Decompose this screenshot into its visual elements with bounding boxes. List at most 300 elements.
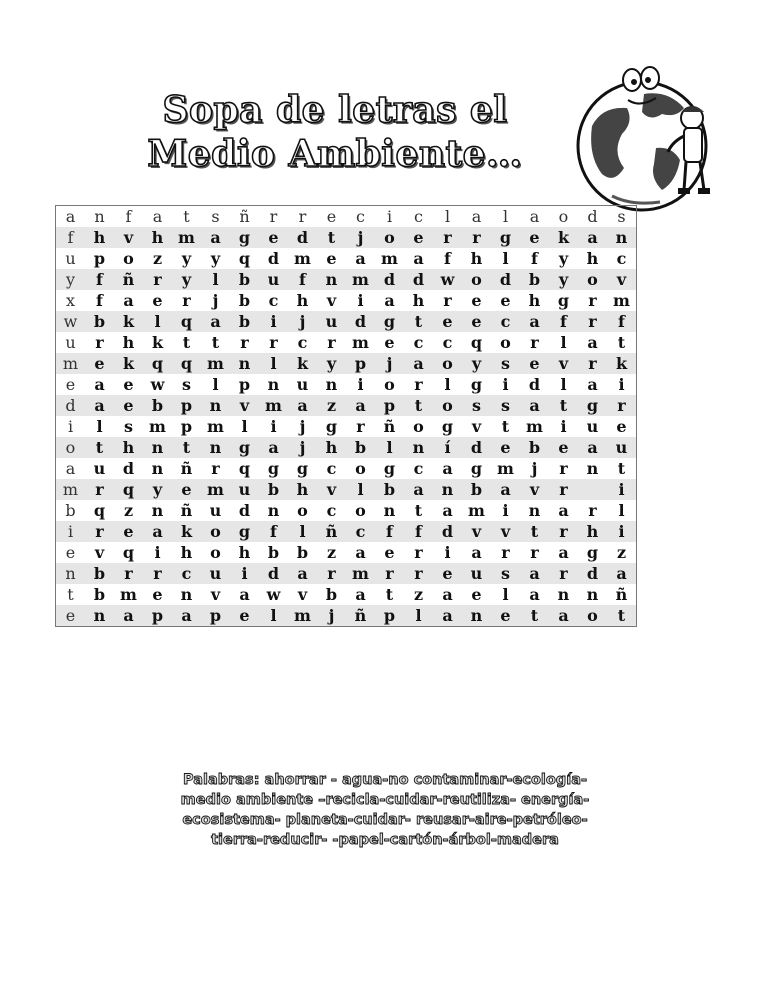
grid-cell: n <box>151 459 164 478</box>
grid-cell: n <box>267 501 280 520</box>
grid-cell: a <box>172 605 201 627</box>
grid-cell: v <box>471 417 482 436</box>
grid-cell: d <box>122 459 135 478</box>
grid-cell: b <box>230 269 259 290</box>
grid-cell <box>578 479 607 500</box>
grid-cell: e <box>259 227 288 248</box>
grid-cell: c <box>413 459 424 478</box>
grid-cell: s <box>181 375 191 394</box>
grid-cell: a <box>288 563 317 584</box>
grid-cell: l <box>560 375 567 394</box>
grid-cell: v <box>491 521 520 542</box>
grid-cell: m <box>201 353 230 374</box>
grid-cell: i <box>444 543 451 562</box>
grid-cell: h <box>528 291 541 310</box>
grid-cell: h <box>470 249 483 268</box>
grid-cell: m <box>346 563 375 584</box>
grid-cell: n <box>56 563 86 584</box>
grid-cell: r <box>240 333 249 352</box>
grid-cell: b <box>520 437 549 458</box>
grid-cell: e <box>549 437 578 458</box>
grid-cell: v <box>94 543 105 562</box>
grid-cell: t <box>520 521 549 542</box>
grid-cell: e <box>616 417 627 436</box>
grid-cell: r <box>588 291 597 310</box>
grid-cell: r <box>578 311 607 332</box>
grid-cell: e <box>65 375 76 394</box>
grid-row <box>56 500 637 521</box>
grid-cell: e <box>384 543 395 562</box>
grid-cell: a <box>491 479 520 500</box>
grid-cell: ñ <box>114 269 143 290</box>
grid-cell: n <box>201 437 230 458</box>
grid-cell: y <box>56 269 86 290</box>
grid-cell: ñ <box>180 501 193 520</box>
grid-cell: e <box>384 333 395 352</box>
grid-row <box>56 437 637 458</box>
grid-cell: t <box>404 395 433 416</box>
grid-cell: h <box>586 249 599 268</box>
grid-cell: t <box>617 333 626 352</box>
grid-cell: b <box>462 479 491 500</box>
grid-cell: i <box>67 417 74 436</box>
grid-cell: l <box>404 605 433 627</box>
grid-cell: e <box>462 311 491 332</box>
grid-cell: a <box>549 605 578 627</box>
grid-cell: e <box>520 353 549 374</box>
grid-cell: e <box>85 353 114 374</box>
grid-cell: e <box>114 521 143 542</box>
grid-cell: m <box>497 459 514 478</box>
grid-cell: h <box>143 227 172 248</box>
grid-cell: e <box>152 291 163 310</box>
grid-cell: w <box>56 311 86 332</box>
grid-cell: g <box>470 459 483 478</box>
word-list-line-4: tierra-reducir- -papel-cartón-árbol-madera <box>211 832 559 848</box>
grid-cell: y <box>143 479 172 500</box>
grid-cell: c <box>172 563 201 584</box>
grid-cell: r <box>404 563 433 584</box>
grid-cell: t <box>172 437 201 458</box>
grid-cell: b <box>375 479 404 500</box>
grid-cell: c <box>413 333 424 352</box>
grid-cell: q <box>172 311 201 332</box>
grid-row <box>56 290 637 311</box>
grid-cell: m <box>149 417 166 436</box>
grid-cell: a <box>355 249 366 268</box>
grid-cell: p <box>375 395 404 416</box>
grid-cell: m <box>613 291 630 310</box>
grid-cell: b <box>325 585 338 604</box>
grid-cell: t <box>414 501 423 520</box>
grid-cell: d <box>578 563 607 584</box>
grid-cell: p <box>172 395 201 416</box>
grid-cell: q <box>238 249 251 268</box>
grid-cell: r <box>530 543 539 562</box>
grid-cell: r <box>211 459 220 478</box>
grid-cell: h <box>238 543 251 562</box>
grid-cell: u <box>230 479 259 500</box>
grid-cell: r <box>317 563 346 584</box>
grid-cell: g <box>230 437 259 458</box>
grid-cell: a <box>529 207 540 226</box>
grid-cell: a <box>558 501 569 520</box>
grid-cell: i <box>607 521 637 542</box>
grid-cell: a <box>114 605 143 627</box>
grid-cell: v <box>210 585 221 604</box>
grid-row <box>56 395 637 416</box>
grid-cell: k <box>114 311 143 332</box>
grid-cell: r <box>182 291 191 310</box>
grid-cell: ñ <box>239 207 250 226</box>
grid-cell: d <box>433 521 462 542</box>
grid-cell: r <box>143 269 172 290</box>
grid-cell: j <box>531 459 538 478</box>
grid-cell: g <box>578 395 607 416</box>
grid-cell: t <box>182 333 191 352</box>
grid-cell: r <box>414 543 423 562</box>
grid-cell: l <box>212 375 219 394</box>
grid-cell: a <box>65 207 76 226</box>
grid-cell: n <box>267 375 280 394</box>
grid-cell: c <box>356 207 365 226</box>
grid-cell: f <box>375 521 404 542</box>
grid-cell: q <box>238 459 251 478</box>
grid-cell: r <box>375 563 404 584</box>
grid-cell: l <box>444 375 451 394</box>
grid-cell: r <box>414 375 423 394</box>
grid-cell: s <box>617 207 626 226</box>
grid-cell: d <box>587 207 598 226</box>
grid-cell: a <box>442 459 453 478</box>
grid-cell: l <box>444 207 451 226</box>
grid-cell: p <box>143 605 172 627</box>
grid-cell: t <box>385 585 394 604</box>
grid-cell: í <box>433 437 462 458</box>
grid-cell: q <box>93 501 106 520</box>
grid-cell: r <box>95 333 104 352</box>
grid-cell: h <box>412 291 425 310</box>
grid-row <box>56 269 637 290</box>
grid-cell: m <box>56 353 86 374</box>
grid-cell: m <box>56 479 86 500</box>
grid-cell: v <box>462 521 491 542</box>
grid-cell: j <box>346 227 375 248</box>
grid-cell: k <box>607 353 637 374</box>
grid-cell: m <box>468 501 485 520</box>
word-list <box>100 770 670 850</box>
globe-kid-illustration <box>572 56 722 216</box>
grid-cell: g <box>441 417 454 436</box>
grid-cell: f <box>125 207 132 226</box>
grid-cell: n <box>317 269 346 290</box>
grid-cell: m <box>288 605 317 627</box>
grid-cell: q <box>172 353 201 374</box>
grid-cell: f <box>56 227 86 248</box>
grid-cell: u <box>201 563 230 584</box>
grid-cell: o <box>56 437 86 458</box>
grid-cell: b <box>85 563 114 584</box>
grid-cell: z <box>123 501 134 520</box>
grid-cell: d <box>375 269 404 290</box>
grid-cell: s <box>491 395 520 416</box>
grid-cell: g <box>470 375 483 394</box>
grid-cell: v <box>297 585 308 604</box>
grid-cell: n <box>383 501 396 520</box>
grid-row <box>56 227 637 248</box>
grid-cell: d <box>346 311 375 332</box>
grid-cell: m <box>352 333 369 352</box>
grid-cell: c <box>326 459 337 478</box>
grid-cell: ñ <box>615 585 628 604</box>
word-list-line-2: medio ambiente –recicla-cuidar-reutiliza- energía- <box>180 792 590 808</box>
grid-cell: n <box>180 585 193 604</box>
word-search-grid <box>55 205 637 627</box>
grid-cell: i <box>386 207 393 226</box>
grid-cell: k <box>151 333 164 352</box>
grid-cell: f <box>96 291 103 310</box>
grid-cell: g <box>586 543 599 562</box>
grid-cell: i <box>230 563 259 584</box>
grid-cell: y <box>462 353 491 374</box>
grid-cell: o <box>578 605 607 627</box>
title-line-2: Medio Ambiente… <box>147 133 523 175</box>
grid-cell: t <box>549 395 578 416</box>
grid-cell: e <box>520 227 549 248</box>
grid-cell: e <box>491 605 520 627</box>
grid-cell: r <box>607 395 637 416</box>
grid-cell: u <box>462 563 491 584</box>
grid-cell: n <box>528 501 541 520</box>
grid-cell: w <box>433 269 462 290</box>
grid-cell: o <box>201 521 230 542</box>
grid-cell: h <box>288 479 317 500</box>
grid-cell: n <box>607 227 637 248</box>
grid-cell: p <box>93 249 106 268</box>
grid-cell: l <box>143 311 172 332</box>
grid-row <box>56 563 637 584</box>
grid-cell: a <box>520 563 549 584</box>
grid-cell: i <box>607 479 637 500</box>
grid-cell: d <box>288 227 317 248</box>
grid-cell: r <box>549 479 578 500</box>
grid-cell: k <box>549 227 578 248</box>
grid-cell: m <box>259 395 288 416</box>
grid-cell: o <box>210 543 221 562</box>
grid-cell: a <box>587 333 598 352</box>
grid-cell: b <box>65 501 76 520</box>
grid-cell: o <box>355 501 366 520</box>
grid-cell: e <box>326 207 337 226</box>
grid-cell: t <box>404 311 433 332</box>
grid-cell: y <box>549 269 578 290</box>
grid-cell: y <box>317 353 346 374</box>
grid-cell: n <box>151 501 164 520</box>
grid-cell: x <box>65 291 76 310</box>
grid-cell: v <box>326 291 337 310</box>
grid-cell: d <box>528 375 541 394</box>
grid-cell: g <box>296 459 309 478</box>
grid-cell: z <box>152 249 163 268</box>
grid-cell: i <box>154 543 161 562</box>
grid-cell: i <box>357 375 364 394</box>
grid-cell: c <box>268 291 279 310</box>
grid-cell: a <box>85 395 114 416</box>
grid-cell: a <box>442 585 453 604</box>
grid-cell: f <box>531 249 538 268</box>
grid-cell: g <box>557 291 570 310</box>
grid-cell: a <box>65 459 76 478</box>
grid-cell: a <box>442 501 453 520</box>
grid-cell: p <box>238 375 251 394</box>
grid-cell: a <box>587 375 598 394</box>
grid-cell: b <box>238 291 251 310</box>
word-list-line-1: Palabras: ahorrar - agua-no contaminar-ecología- <box>182 772 588 788</box>
grid-cell: r <box>356 417 365 436</box>
grid-cell: i <box>357 291 364 310</box>
grid-row <box>56 311 637 332</box>
grid-cell: m <box>294 249 311 268</box>
grid-cell: z <box>616 543 627 562</box>
grid-cell: h <box>114 437 143 458</box>
grid-cell: j <box>212 291 219 310</box>
grid-cell: j <box>317 605 346 627</box>
grid-cell: e <box>326 249 337 268</box>
grid-cell: c <box>297 333 308 352</box>
grid-cell: b <box>143 395 172 416</box>
grid-cell: j <box>375 353 404 374</box>
grid-cell: n <box>557 585 570 604</box>
grid-cell: b <box>259 479 288 500</box>
grid-cell: r <box>549 521 578 542</box>
grid-cell: k <box>288 353 317 374</box>
grid-cell: t <box>617 459 626 478</box>
grid-cell: r <box>85 479 114 500</box>
grid-cell: a <box>520 395 549 416</box>
grid-cell: b <box>346 437 375 458</box>
grid-row <box>56 479 637 500</box>
grid-cell: e <box>471 585 482 604</box>
grid-cell: b <box>520 269 549 290</box>
grid-row <box>56 584 637 605</box>
grid-cell: y <box>172 269 201 290</box>
grid-cell: m <box>120 585 137 604</box>
grid-cell: r <box>433 227 462 248</box>
grid-cell: q <box>143 353 172 374</box>
grid-cell: j <box>288 311 317 332</box>
grid-cell: h <box>180 543 193 562</box>
grid-cell: u <box>209 501 222 520</box>
grid-cell: r <box>578 353 607 374</box>
grid-cell: c <box>616 249 627 268</box>
grid-cell: a <box>201 227 230 248</box>
grid-cell: n <box>94 207 105 226</box>
grid-cell: v <box>230 395 259 416</box>
grid-cell: e <box>230 605 259 627</box>
grid-cell: l <box>96 417 103 436</box>
grid-cell: a <box>433 605 462 627</box>
grid-cell: u <box>93 459 106 478</box>
grid-cell: e <box>123 375 134 394</box>
grid-cell: t <box>211 333 220 352</box>
grid-row <box>56 332 637 353</box>
grid-cell: u <box>65 333 76 352</box>
grid-cell: a <box>152 207 163 226</box>
grid-cell: n <box>586 585 599 604</box>
grid-cell: o <box>558 207 569 226</box>
grid-row <box>56 416 637 437</box>
grid-cell: y <box>210 249 221 268</box>
grid-cell: a <box>529 585 540 604</box>
grid-cell: a <box>578 437 607 458</box>
grid-cell: g <box>491 227 520 248</box>
grid-cell: s <box>123 417 133 436</box>
grid-cell: s <box>491 353 520 374</box>
grid-cell: a <box>471 543 482 562</box>
grid-cell: r <box>530 333 539 352</box>
grid-cell: r <box>549 563 578 584</box>
grid-cell: f <box>444 249 451 268</box>
grid-cell: c <box>326 501 337 520</box>
grid-cell: l <box>346 479 375 500</box>
grid-cell: ñ <box>180 459 193 478</box>
grid-cell: h <box>317 437 346 458</box>
grid-cell: o <box>375 227 404 248</box>
grid-cell: g <box>267 459 280 478</box>
grid-cell: f <box>288 269 317 290</box>
grid-cell: v <box>114 227 143 248</box>
grid-cell: p <box>201 605 230 627</box>
grid-cell: f <box>259 521 288 542</box>
grid-cell: o <box>123 249 134 268</box>
grid-cell: u <box>607 437 637 458</box>
grid-cell: c <box>442 333 453 352</box>
grid-cell: z <box>413 585 424 604</box>
grid-cell: ñ <box>383 417 396 436</box>
grid-cell: d <box>491 269 520 290</box>
grid-cell: i <box>270 417 277 436</box>
grid-cell: t <box>67 585 74 604</box>
grid-cell: t <box>501 417 510 436</box>
grid-cell: y <box>181 249 192 268</box>
grid-cell: s <box>491 563 520 584</box>
grid-cell: q <box>122 543 135 562</box>
grid-cell: u <box>259 269 288 290</box>
grid-cell: e <box>433 311 462 332</box>
grid-cell: a <box>578 227 607 248</box>
grid-cell: l <box>502 207 509 226</box>
grid-cell: y <box>558 249 569 268</box>
grid-cell: i <box>502 501 509 520</box>
grid-cell: a <box>239 585 250 604</box>
grid-cell: r <box>114 563 143 584</box>
grid-cell: i <box>618 375 625 394</box>
grid-cell: b <box>85 311 114 332</box>
grid-cell: d <box>267 249 280 268</box>
grid-cell: v <box>317 479 346 500</box>
grid-cell: b <box>230 311 259 332</box>
grid-cell: n <box>201 395 230 416</box>
grid-cell: h <box>122 333 135 352</box>
grid-cell: u <box>586 417 599 436</box>
grid-cell: r <box>327 333 336 352</box>
grid-cell: u <box>296 375 309 394</box>
grid-cell: f <box>404 521 433 542</box>
grid-row <box>56 458 637 479</box>
grid-cell: e <box>471 291 482 310</box>
grid-cell: o <box>578 269 607 290</box>
word-list-line-3: ecosistema- planeta-cuidar- reusar-aire-petróleo- <box>182 812 588 828</box>
